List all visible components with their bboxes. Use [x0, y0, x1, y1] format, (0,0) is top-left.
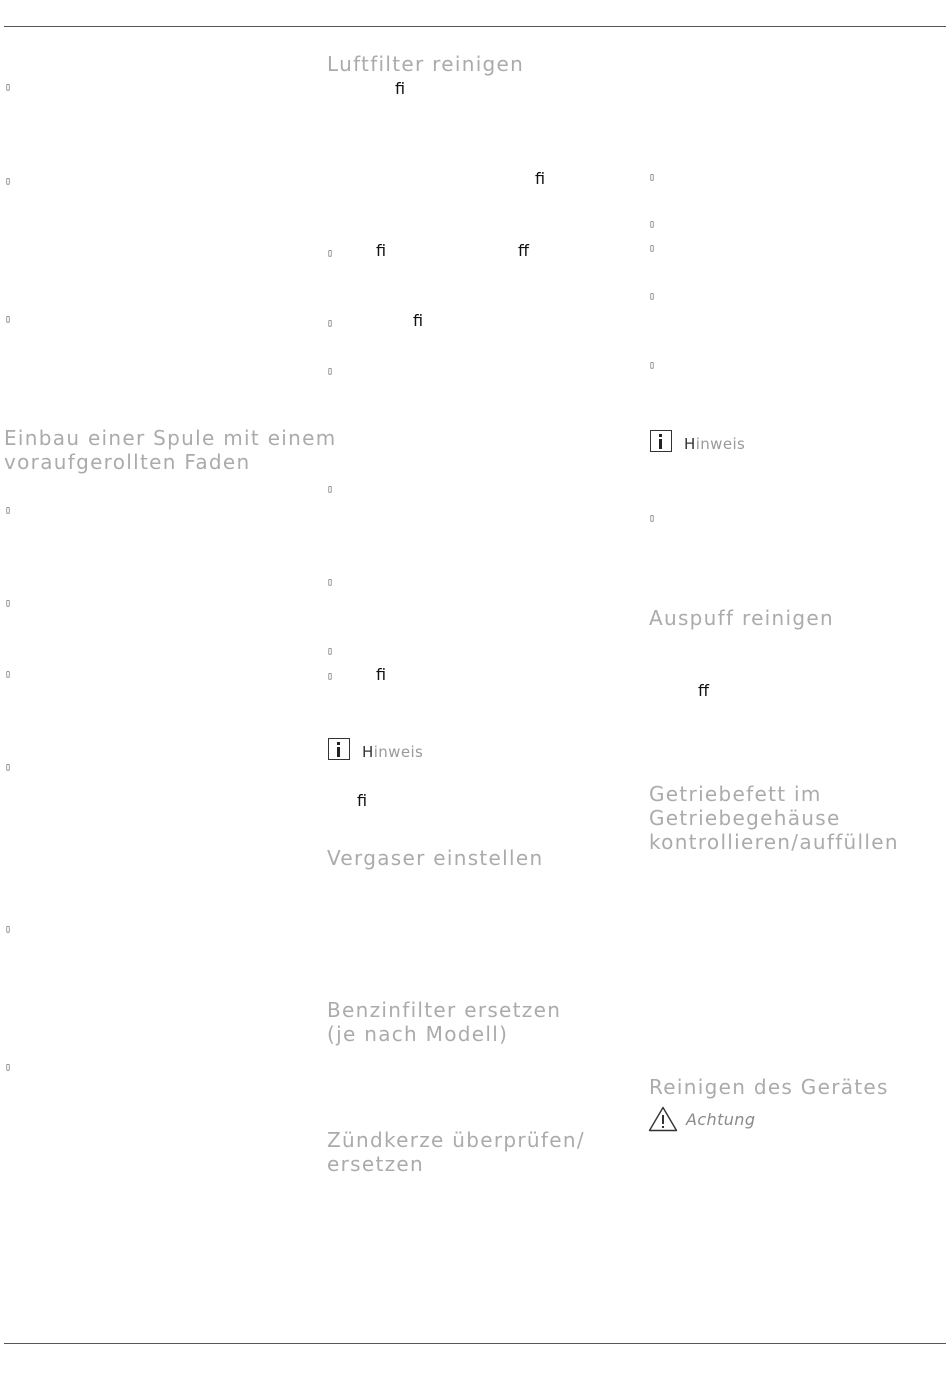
bullet-marker: ▯	[649, 513, 656, 524]
warning-triangle-icon	[648, 1106, 678, 1132]
ligature-glyph: ﬁ	[535, 169, 546, 188]
header-rule	[4, 26, 946, 27]
bullet-marker: ▯	[327, 646, 334, 657]
bullet-marker: ▯	[327, 366, 334, 377]
note-label: Hinweis	[684, 435, 746, 453]
section-heading-carburetor: Vergaser einstellen	[327, 846, 544, 870]
bullet-marker: ▯	[5, 762, 12, 773]
section-heading-spool: Einbau einer Spule mit einem voraufgerollten Faden	[4, 426, 337, 474]
note-label: Achtung	[686, 1110, 756, 1129]
bullet-marker: ▯	[649, 360, 656, 371]
section-heading-exhaust: Auspuff reinigen	[649, 606, 834, 630]
bullet-marker: ▯	[327, 671, 334, 682]
section-heading-gearbox: Getriebefett im Getriebegehäuse kontrollieren/auffüllen	[649, 782, 899, 854]
bullet-marker: ▯	[649, 291, 656, 302]
bullet-marker: ▯	[649, 172, 656, 183]
section-heading-cleaning: Reinigen des Gerätes	[649, 1075, 889, 1099]
bullet-marker: ▯	[327, 484, 334, 495]
ligature-glyph: ﬁ	[357, 791, 368, 810]
bullet-marker: ▯	[327, 248, 334, 259]
bullet-marker: ▯	[327, 577, 334, 588]
section-heading-sparkplug: Zündkerze überprüfen/ ersetzen	[327, 1128, 585, 1176]
note-label: Hinweis	[362, 743, 424, 761]
bullet-marker: ▯	[5, 1062, 12, 1073]
info-icon	[328, 738, 350, 760]
bullet-marker: ▯	[327, 318, 334, 329]
ligature-glyph: ﬁ	[395, 79, 406, 98]
bullet-marker: ▯	[5, 598, 12, 609]
bullet-marker: ▯	[5, 505, 12, 516]
ligature-glyph: ﬁ	[413, 311, 424, 330]
info-icon	[650, 430, 672, 452]
bullet-marker: ▯	[5, 924, 12, 935]
ligature-glyph: ﬀ	[518, 241, 530, 260]
ligature-glyph: ﬀ	[698, 681, 710, 700]
bullet-marker: ▯	[5, 669, 12, 680]
ligature-glyph: ﬁ	[376, 241, 387, 260]
bullet-marker: ▯	[649, 219, 656, 230]
section-heading-airfilter: Luftfilter reinigen	[327, 52, 525, 76]
section-heading-fuelfilter: Benzinfilter ersetzen (je nach Modell)	[327, 998, 562, 1046]
bullet-marker: ▯	[5, 176, 12, 187]
ligature-glyph: ﬁ	[376, 665, 387, 684]
bullet-marker: ▯	[649, 243, 656, 254]
bullet-marker: ▯	[5, 82, 12, 93]
bullet-marker: ▯	[5, 314, 12, 325]
footer-rule	[4, 1343, 946, 1344]
